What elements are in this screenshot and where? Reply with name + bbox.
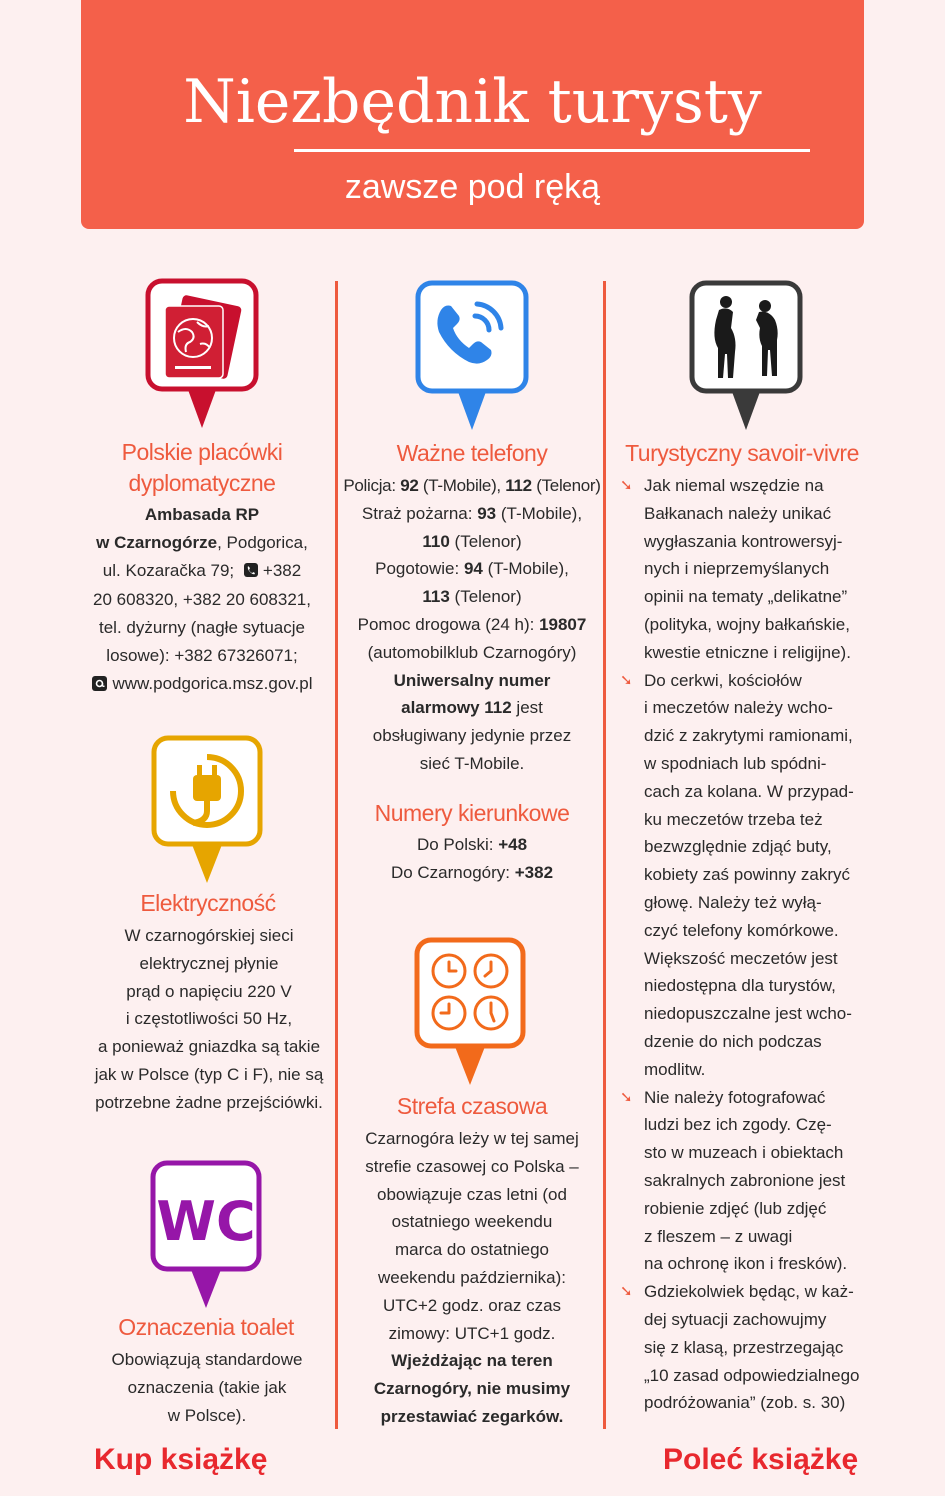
etiquette-line: bezwzględnie zdjąć buty, xyxy=(644,837,832,857)
wc-icon-text: WC xyxy=(156,1190,256,1253)
etiquette-line: cach za kolana. W przypad- xyxy=(644,781,854,801)
universal-number-text: sieć T-Mobile. xyxy=(419,753,525,773)
wc-icon xyxy=(150,1160,262,1310)
etiquette-line: Jak niemal wszędzie na xyxy=(644,476,824,495)
road-assistance-label: Pomoc drogowa (24 h): xyxy=(357,614,540,634)
embassy-phones: 20 608320, +382 20 608321, xyxy=(93,590,311,610)
clocks-icon xyxy=(414,937,526,1087)
phone-icon xyxy=(415,280,529,432)
etiquette-line: Bałkanach należy unikać xyxy=(644,503,832,523)
electricity-line: i częstotliwości 50 Hz, xyxy=(125,1009,293,1029)
timezone-line: UTC+2 godz. oraz czas xyxy=(382,1295,562,1315)
recommend-book-link[interactable]: Poleć książkę xyxy=(663,1443,859,1476)
embassy-phone-prefix: +382 xyxy=(262,560,302,580)
fire-label: Straż pożarna: xyxy=(361,503,478,523)
montenegro-code: +382 xyxy=(514,862,554,882)
viber-icon xyxy=(243,559,259,587)
universal-number-text: jest xyxy=(511,698,543,718)
electricity-line: W czarnogórskiej sieci xyxy=(124,926,294,945)
timezone-line: Czarnogóra leży w tej samej xyxy=(365,1129,579,1148)
toilets-line: oznaczenia (takie jak xyxy=(127,1377,287,1397)
etiquette-heading: Turystyczny savoir-vivre xyxy=(625,440,859,466)
page-subtitle: zawsze pod ręką xyxy=(344,168,601,206)
etiquette-line: w spodniach lub spódni- xyxy=(644,753,827,773)
timezone-line: ostatniego weekendu xyxy=(391,1212,553,1232)
fire-operator-alt: (Telenor) xyxy=(449,531,522,551)
phones-heading: Ważne telefony xyxy=(396,440,548,466)
etiquette-line: sto w muzeach i obiektach xyxy=(644,1143,844,1163)
timezone-line: weekendu października): xyxy=(377,1267,567,1287)
etiquette-line: wygłaszania kontrowersyj- xyxy=(644,531,843,551)
etiquette-line: kobiety zaś powinny zakryć xyxy=(644,865,850,885)
etiquette-line: z fleszem – z uwagi xyxy=(644,1226,793,1246)
embassy-address: ul. Kozaračka 79; xyxy=(102,560,235,580)
embassy-country: w Czarnogórze xyxy=(96,532,218,552)
bowing-men-icon xyxy=(689,280,803,432)
toilets-line: Obowiązują standardowe xyxy=(111,1350,303,1369)
fire-number: 93 xyxy=(477,503,497,523)
electricity-line: elektrycznej płynie xyxy=(139,953,279,973)
etiquette-item xyxy=(620,667,870,1084)
etiquette-line: Gdziekolwiek będąc, w każ- xyxy=(644,1282,854,1302)
timezone-note: Czarnogóry, nie musimy xyxy=(373,1379,571,1399)
poland-code: +48 xyxy=(498,835,528,854)
universal-number: alarmowy 112 xyxy=(401,698,512,718)
diplomatic-heading-line-2: dyplomatyczne xyxy=(128,470,276,496)
etiquette-line: robienie zdjęć (lub zdjęć xyxy=(644,1198,827,1218)
timezone-line: obowiązuje czas letni (od xyxy=(377,1184,567,1204)
embassy-name: Ambasada RP xyxy=(144,505,260,524)
etiquette-line: (polityka, wojny bałkańskie, xyxy=(644,614,850,634)
arrow-bullet-icon: ➘ xyxy=(620,477,633,494)
etiquette-line: ludzi bez ich zgody. Czę- xyxy=(644,1115,832,1135)
electricity-line: a ponieważ gniazdka są takie xyxy=(97,1037,321,1057)
road-assistance-note: (automobilklub Czarnogóry) xyxy=(367,642,577,662)
electricity-line: potrzebne żadne przejściówki. xyxy=(95,1092,323,1112)
at-icon xyxy=(92,672,107,700)
arrow-bullet-icon: ➘ xyxy=(620,671,633,689)
police-label: Policja: xyxy=(343,476,401,495)
electricity-line: prąd o napięciu 220 V xyxy=(126,981,292,1001)
etiquette-line: czyć telefony komórkowe. xyxy=(644,920,839,940)
electricity-text xyxy=(76,922,342,1117)
toilets-text xyxy=(76,1346,338,1429)
codes-text xyxy=(340,831,604,887)
etiquette-line: sakralnych zabronione jest xyxy=(644,1170,846,1190)
ambulance-number-alt: 113 xyxy=(422,587,450,607)
ambulance-operator-alt: (Telenor) xyxy=(449,587,522,607)
passport-icon xyxy=(145,278,259,430)
etiquette-line: na ochronę ikon i fresków). xyxy=(644,1254,848,1274)
universal-number-label: Uniwersalny numer xyxy=(393,670,551,690)
timezone-line: strefie czasowej co Polska – xyxy=(365,1156,579,1176)
timezone-text xyxy=(340,1125,604,1431)
etiquette-item xyxy=(620,1084,870,1279)
etiquette-line: Większość meczetów jest xyxy=(644,948,838,968)
etiquette-line: i meczetów należy wcho- xyxy=(644,698,833,718)
codes-heading: Numery kierunkowe xyxy=(374,800,570,826)
etiquette-line: kwestie etniczne i religijne). xyxy=(644,642,851,662)
toilets-line: w Polsce). xyxy=(167,1405,247,1425)
fire-number-alt: 110 xyxy=(422,531,450,551)
column-divider-left xyxy=(335,281,338,1429)
etiquette-line: się z klasą, przestrzegając xyxy=(644,1337,844,1357)
ambulance-operator: (T-Mobile), xyxy=(482,559,569,579)
arrow-bullet-icon: ➘ xyxy=(620,1283,633,1301)
timezone-line: marca do ostatniego xyxy=(394,1240,550,1260)
etiquette-line: dzenie do nich podczas xyxy=(644,1031,822,1051)
etiquette-line: Nie należy fotografować xyxy=(644,1087,826,1107)
electricity-line: jak w Polsce (typ C i F), nie są xyxy=(94,1064,324,1084)
timezone-note: przestawiać zegarków. xyxy=(380,1406,564,1426)
etiquette-line: nych i nieprzemyślanych xyxy=(644,559,830,579)
diplomatic-heading-line-1: Polskie placówki xyxy=(121,439,283,465)
police-operator-alt: (Telenor) xyxy=(531,476,601,495)
etiquette-line: „10 zasad odpowiedzialnego xyxy=(644,1365,860,1385)
etiquette-line: opinii na tematy „delikatne” xyxy=(644,587,848,607)
etiquette-line: modlitw. xyxy=(644,1059,706,1079)
page-title: Niezbędnik turysty xyxy=(183,67,762,137)
diplomatic-heading xyxy=(80,437,324,499)
electricity-heading: Elektryczność xyxy=(140,890,276,916)
etiquette-line: Do cerkwi, kościołów xyxy=(644,670,802,690)
buy-book-link[interactable]: Kup książkę xyxy=(94,1443,268,1476)
etiquette-item xyxy=(620,472,870,667)
ambulance-number: 94 xyxy=(463,559,483,579)
etiquette-line: podróżowania” (zob. s. 30) xyxy=(644,1393,846,1413)
etiquette-line: dej sytuacji zachowujmy xyxy=(644,1309,827,1329)
toilets-heading: Oznaczenia toalet xyxy=(118,1314,294,1340)
etiquette-line: niedostępna dla turystów, xyxy=(644,976,836,996)
universal-number-text: obsługiwany jedynie przez xyxy=(372,726,572,746)
etiquette-list xyxy=(620,472,870,1417)
etiquette-line: niedopuszczalne jest wcho- xyxy=(644,1004,852,1024)
plug-icon xyxy=(151,735,263,885)
etiquette-line: głowę. Należy też wyłą- xyxy=(644,892,822,912)
title-underline xyxy=(294,149,810,152)
etiquette-item xyxy=(620,1278,870,1417)
etiquette-line: ku meczetów trzeba też xyxy=(644,809,823,829)
timezone-note: Wjeżdżając na teren xyxy=(391,1351,553,1371)
embassy-website-link[interactable]: www.podgorica.msz.gov.pl xyxy=(112,673,313,693)
montenegro-code-label: Do Czarnogóry: xyxy=(390,862,515,882)
police-operator: (T-Mobile), xyxy=(418,476,506,495)
etiquette-line: dzić z zakrytymi ramionami, xyxy=(644,726,853,746)
timezone-line: zimowy: UTC+1 godz. xyxy=(388,1323,556,1343)
header-banner xyxy=(81,0,864,229)
ambulance-label: Pogotowie: xyxy=(375,559,464,579)
fire-operator: (T-Mobile), xyxy=(496,503,583,523)
arrow-bullet-icon: ➘ xyxy=(620,1088,633,1106)
diplomatic-text xyxy=(70,501,334,700)
road-assistance-number: 19807 xyxy=(539,614,587,634)
poland-code-label: Do Polski: xyxy=(416,835,499,854)
police-number: 92 xyxy=(400,476,419,495)
police-number-alt: 112 xyxy=(505,476,532,495)
embassy-city: , Podgorica, xyxy=(217,532,308,552)
duty-phone-line-2: losowe): +382 67326071; xyxy=(106,645,298,665)
timezone-heading: Strefa czasowa xyxy=(396,1093,548,1119)
phones-text xyxy=(340,472,604,778)
duty-phone-line-1: tel. dyżurny (nagłe sytuacje xyxy=(99,618,305,638)
